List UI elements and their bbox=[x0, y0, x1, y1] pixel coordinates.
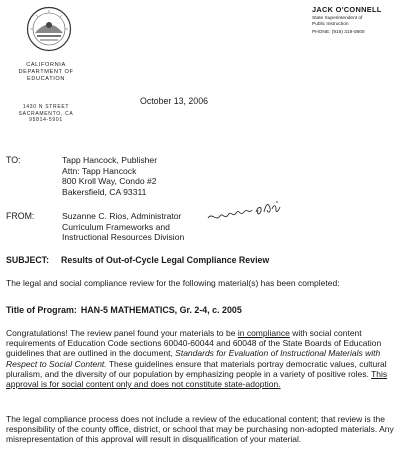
sender-line-3: Instructional Resources Division bbox=[62, 232, 185, 243]
body1-part-5: These guidelines ensure that materials portray democratic values, cultural pluralism, and the diversity of our population by emphasizing people in a variety of positive roles. bbox=[6, 358, 387, 379]
sender-line-1: Suzanne C. Rios, Administrator bbox=[62, 211, 182, 221]
standards-document-title: Standards for Evaluation of Instructional Materials with Respect to Social Content. bbox=[6, 348, 381, 369]
to-label: TO: bbox=[6, 155, 21, 165]
recipient-line-2: Attn: Tapp Hancock bbox=[62, 165, 137, 176]
in-compliance-text: in compliance bbox=[237, 328, 290, 338]
legal-process-paragraph: The legal compliance process does not include a review of the educational content; that review is the responsibility of the county office, district, or school that may be purchasing non-adopted materials. Any misrepresentation of this approval will result in disqualification of your material. bbox=[6, 414, 394, 445]
program-value: HAN-5 MATHEMATICS, Gr. 2-4, c. 2005 bbox=[80, 305, 242, 315]
subject-text: Results of Out-of-Cycle Legal Compliance Review bbox=[61, 255, 270, 265]
approval-disclaimer: This approval is for social content only and does not constitute state-adoption. bbox=[6, 368, 388, 390]
recipient-line-1: Tapp Hancock, Publisher bbox=[62, 155, 158, 165]
department-name bbox=[6, 62, 86, 83]
sender-line-2: Curriculum Frameworks and bbox=[62, 221, 170, 232]
handwritten-signature bbox=[206, 198, 282, 224]
department-line-2: DEPARTMENT OF bbox=[18, 69, 74, 75]
body1-part-1: Congratulations! The review panel found your materials to be bbox=[6, 328, 238, 338]
superintendent-block bbox=[312, 5, 392, 35]
subject-label: SUBJECT: bbox=[6, 255, 50, 265]
address-line-3: 95814-5901 bbox=[29, 117, 63, 124]
superintendent-title-line-1: State Superintendent of bbox=[312, 16, 363, 21]
from-label: FROM: bbox=[6, 211, 35, 221]
subject-line bbox=[6, 255, 269, 265]
recipient-line-4: Bakersfield, CA 93311 bbox=[62, 186, 147, 197]
letter-date: October 13, 2006 bbox=[140, 96, 208, 106]
address-line-2: SACRAMENTO, CA bbox=[18, 110, 74, 117]
department-line-1: CALIFORNIA bbox=[26, 62, 66, 68]
state-seal-logo bbox=[26, 6, 72, 52]
superintendent-title-line-2: Public Instruction bbox=[312, 22, 349, 27]
department-line-3: EDUCATION bbox=[27, 76, 65, 82]
phone-number: PHONE: (916) 319-0800 bbox=[312, 30, 365, 35]
program-title-line bbox=[6, 305, 242, 315]
sender-block bbox=[62, 211, 184, 243]
department-address bbox=[6, 104, 86, 124]
intro-paragraph: The legal and social compliance review for the following material(s) has been completed: bbox=[6, 278, 340, 288]
body1-part-3: with social content requirements of Education Code sections 60040-60044 and 60048 of the State Boards of Education guidelines that are outlined in the document, bbox=[6, 328, 382, 359]
superintendent-name: JACK O'CONNELL bbox=[312, 5, 382, 14]
address-line-1: 1430 N STREET bbox=[22, 104, 70, 110]
congratulations-paragraph bbox=[6, 328, 394, 389]
recipient-block bbox=[62, 155, 157, 197]
recipient-line-3: 800 Kroll Way, Condo #2 bbox=[62, 176, 157, 187]
program-label: Title of Program: bbox=[6, 305, 77, 315]
